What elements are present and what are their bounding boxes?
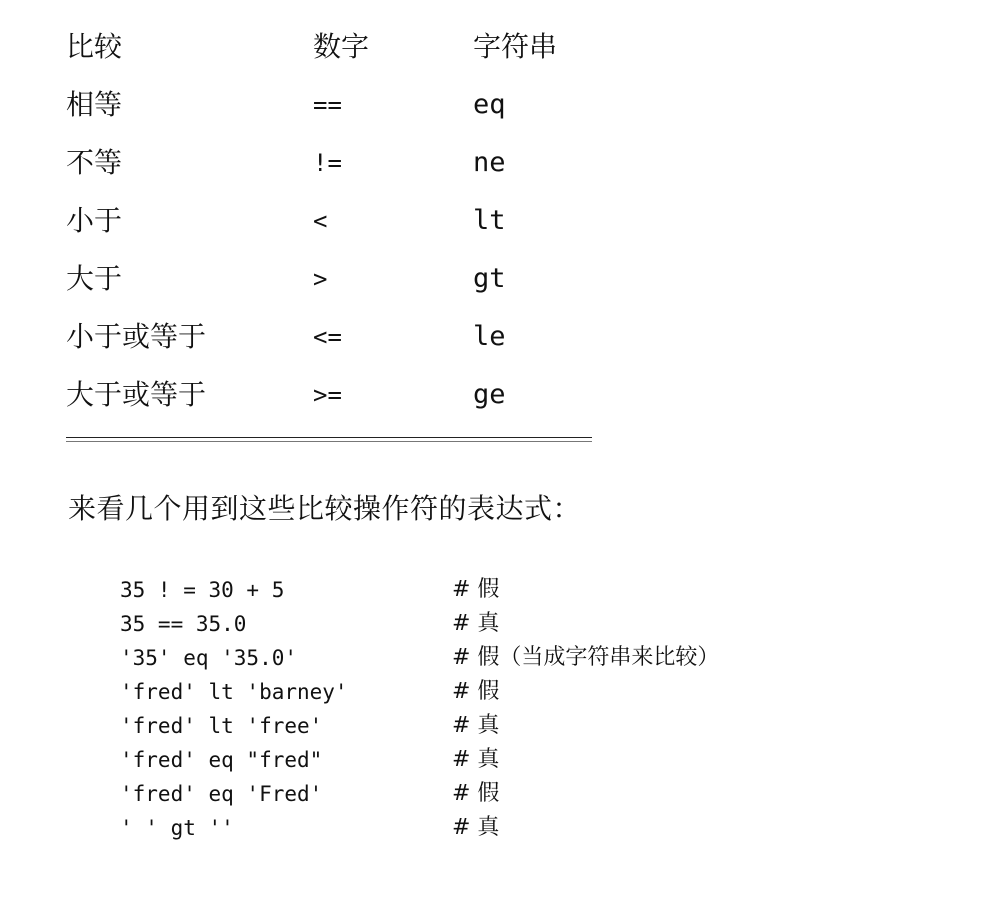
numeric-operator: == [313, 91, 342, 119]
example-code: 35 == 35.0 [120, 612, 247, 636]
example-row [120, 777, 820, 811]
example-row [120, 607, 820, 641]
string-operator: ne [473, 147, 506, 178]
table-row-less-or-equal [66, 308, 592, 366]
example-code: 35 ! = 30 + 5 [120, 578, 285, 602]
numeric-operator: < [313, 207, 328, 235]
table-row-less-than [66, 192, 592, 250]
example-comment: # 真 [452, 713, 500, 738]
row-label: 大于或等于 [66, 378, 207, 411]
example-row [120, 573, 820, 607]
table-bottom-rule-thin [66, 441, 592, 442]
header-number: 数字 [313, 30, 370, 63]
example-comment: # 假 [452, 577, 500, 602]
example-row [120, 641, 820, 675]
example-comment: # 真 [452, 747, 500, 772]
example-comment: # 真 [452, 815, 500, 840]
example-comment: # 假（当成字符串来比较） [452, 645, 720, 670]
table-row-not-equal [66, 134, 592, 192]
comparison-table [66, 18, 592, 424]
numeric-operator: != [313, 149, 342, 177]
header-string: 字符串 [473, 30, 558, 63]
string-operator: gt [473, 263, 506, 294]
example-comment: # 假 [452, 679, 500, 704]
table-bottom-rule [66, 437, 592, 438]
example-code: 'fred' eq 'Fred' [120, 782, 323, 806]
numeric-operator: <= [313, 323, 342, 351]
numeric-operator: > [313, 265, 328, 293]
header-comparison: 比较 [66, 30, 123, 63]
example-code: 'fred' lt 'barney' [120, 680, 348, 704]
example-row [120, 675, 820, 709]
string-operator: ge [473, 379, 506, 410]
string-operator: lt [473, 205, 506, 236]
example-code: ' ' gt '' [120, 816, 234, 840]
table-row-greater-or-equal [66, 366, 592, 424]
example-row [120, 811, 820, 845]
row-label: 小于或等于 [66, 320, 207, 353]
table-row-equal [66, 76, 592, 134]
string-operator: eq [473, 89, 506, 120]
example-row [120, 709, 820, 743]
numeric-operator: >= [313, 381, 342, 409]
table-row-greater-than [66, 250, 592, 308]
row-label: 不等 [66, 146, 123, 179]
example-code: '35' eq '35.0' [120, 646, 298, 670]
row-label: 相等 [66, 88, 123, 121]
example-row [120, 743, 820, 777]
code-examples [120, 573, 820, 845]
example-comment: # 真 [452, 611, 500, 636]
table-header-row [66, 18, 592, 76]
example-code: 'fred' eq "fred" [120, 748, 323, 772]
example-code: 'fred' lt 'free' [120, 714, 323, 738]
row-label: 小于 [66, 204, 123, 237]
example-comment: # 假 [452, 781, 500, 806]
string-operator: le [473, 321, 506, 352]
intro-sentence: 来看几个用到这些比较操作符的表达式： [68, 492, 582, 525]
row-label: 大于 [66, 262, 123, 295]
